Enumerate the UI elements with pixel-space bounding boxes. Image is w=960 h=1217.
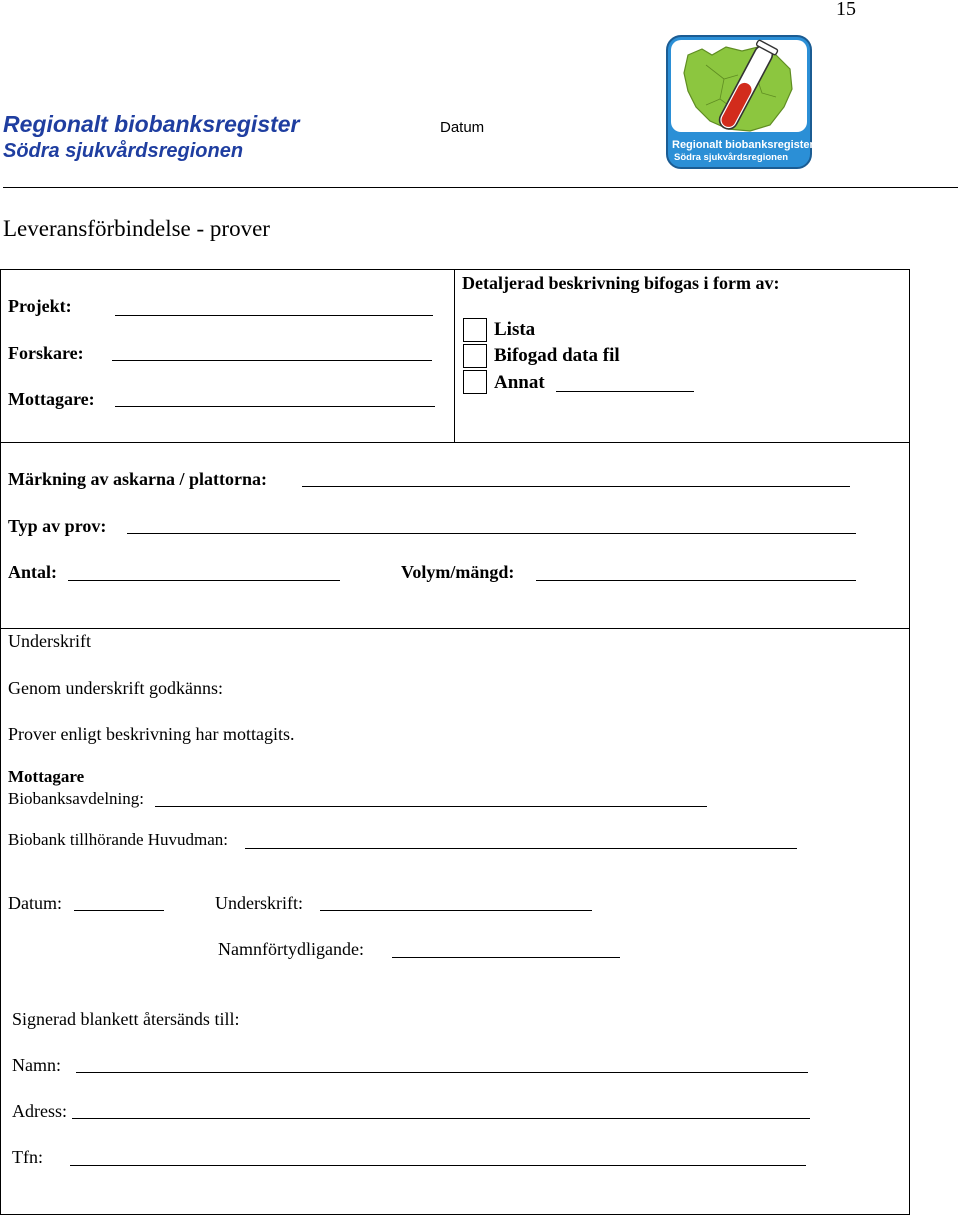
- org-subtitle: Södra sjukvårdsregionen: [3, 140, 244, 162]
- sample-type-field[interactable]: [127, 533, 856, 534]
- biobank-principal-field[interactable]: [245, 848, 797, 849]
- return-phone-label: Tfn:: [12, 1147, 43, 1167]
- detail-heading: Detaljerad beskrivning bifogas i form av:: [462, 273, 780, 293]
- option-other-label: Annat: [494, 372, 545, 393]
- signature-label: Underskrift:: [215, 893, 303, 913]
- logo-text-line2: Södra sjukvårdsregionen: [674, 152, 789, 163]
- return-heading: Signerad blankett återsänds till:: [12, 1009, 240, 1029]
- option-datafile-label: Bifogad data fil: [494, 345, 620, 366]
- return-name-label: Namn:: [12, 1055, 61, 1075]
- recipient-field[interactable]: [115, 406, 435, 407]
- marking-label: Märkning av askarna / plattorna:: [8, 469, 268, 489]
- volume-field[interactable]: [536, 580, 856, 581]
- volume-label: Volym/mängd:: [401, 562, 515, 582]
- recipient-label: Mottagare:: [8, 389, 95, 409]
- option-datafile-checkbox[interactable]: [463, 344, 487, 368]
- signature-field[interactable]: [320, 910, 592, 911]
- return-phone-field[interactable]: [70, 1165, 806, 1166]
- signature-heading: Underskrift: [8, 631, 91, 651]
- count-field[interactable]: [68, 580, 340, 581]
- approval-text: Genom underskrift godkänns:: [8, 678, 223, 698]
- biobank-dept-field[interactable]: [155, 806, 707, 807]
- recipient-heading: Mottagare: [8, 767, 85, 786]
- received-text: Prover enligt beskrivning har mottagits.: [8, 724, 295, 744]
- option-other-field[interactable]: [556, 391, 694, 392]
- count-label: Antal:: [8, 562, 57, 582]
- section1-divider: [454, 269, 455, 443]
- header-date-label: Datum: [440, 119, 485, 136]
- option-other-checkbox[interactable]: [463, 370, 487, 394]
- org-title: Regionalt biobanksregister: [3, 111, 300, 137]
- return-address-field[interactable]: [72, 1118, 810, 1119]
- page-number: 15: [836, 0, 856, 20]
- sample-type-label: Typ av prov:: [8, 516, 107, 536]
- researcher-label: Forskare:: [8, 343, 84, 363]
- name-clarification-field[interactable]: [392, 957, 620, 958]
- biobank-dept-label: Biobanksavdelning:: [8, 789, 144, 808]
- header-divider: [3, 187, 958, 188]
- logo: [666, 35, 812, 169]
- form-title: Leveransförbindelse - prover: [3, 216, 270, 241]
- project-label: Projekt:: [8, 296, 72, 316]
- return-name-field[interactable]: [76, 1072, 808, 1073]
- marking-field[interactable]: [302, 486, 850, 487]
- date-label: Datum:: [8, 893, 62, 913]
- project-field[interactable]: [115, 315, 433, 316]
- name-clarification-label: Namnförtydligande:: [218, 939, 364, 959]
- biobank-principal-label: Biobank tillhörande Huvudman:: [8, 830, 229, 849]
- logo-text-line1: Regionalt biobanksregister: [672, 139, 814, 151]
- researcher-field[interactable]: [112, 360, 432, 361]
- option-list-checkbox[interactable]: [463, 318, 487, 342]
- section2-bottom-rule: [0, 628, 909, 629]
- return-address-label: Adress:: [12, 1101, 67, 1121]
- date-field[interactable]: [74, 910, 164, 911]
- option-list-label: Lista: [494, 319, 536, 340]
- section1-bottom-rule: [0, 442, 909, 443]
